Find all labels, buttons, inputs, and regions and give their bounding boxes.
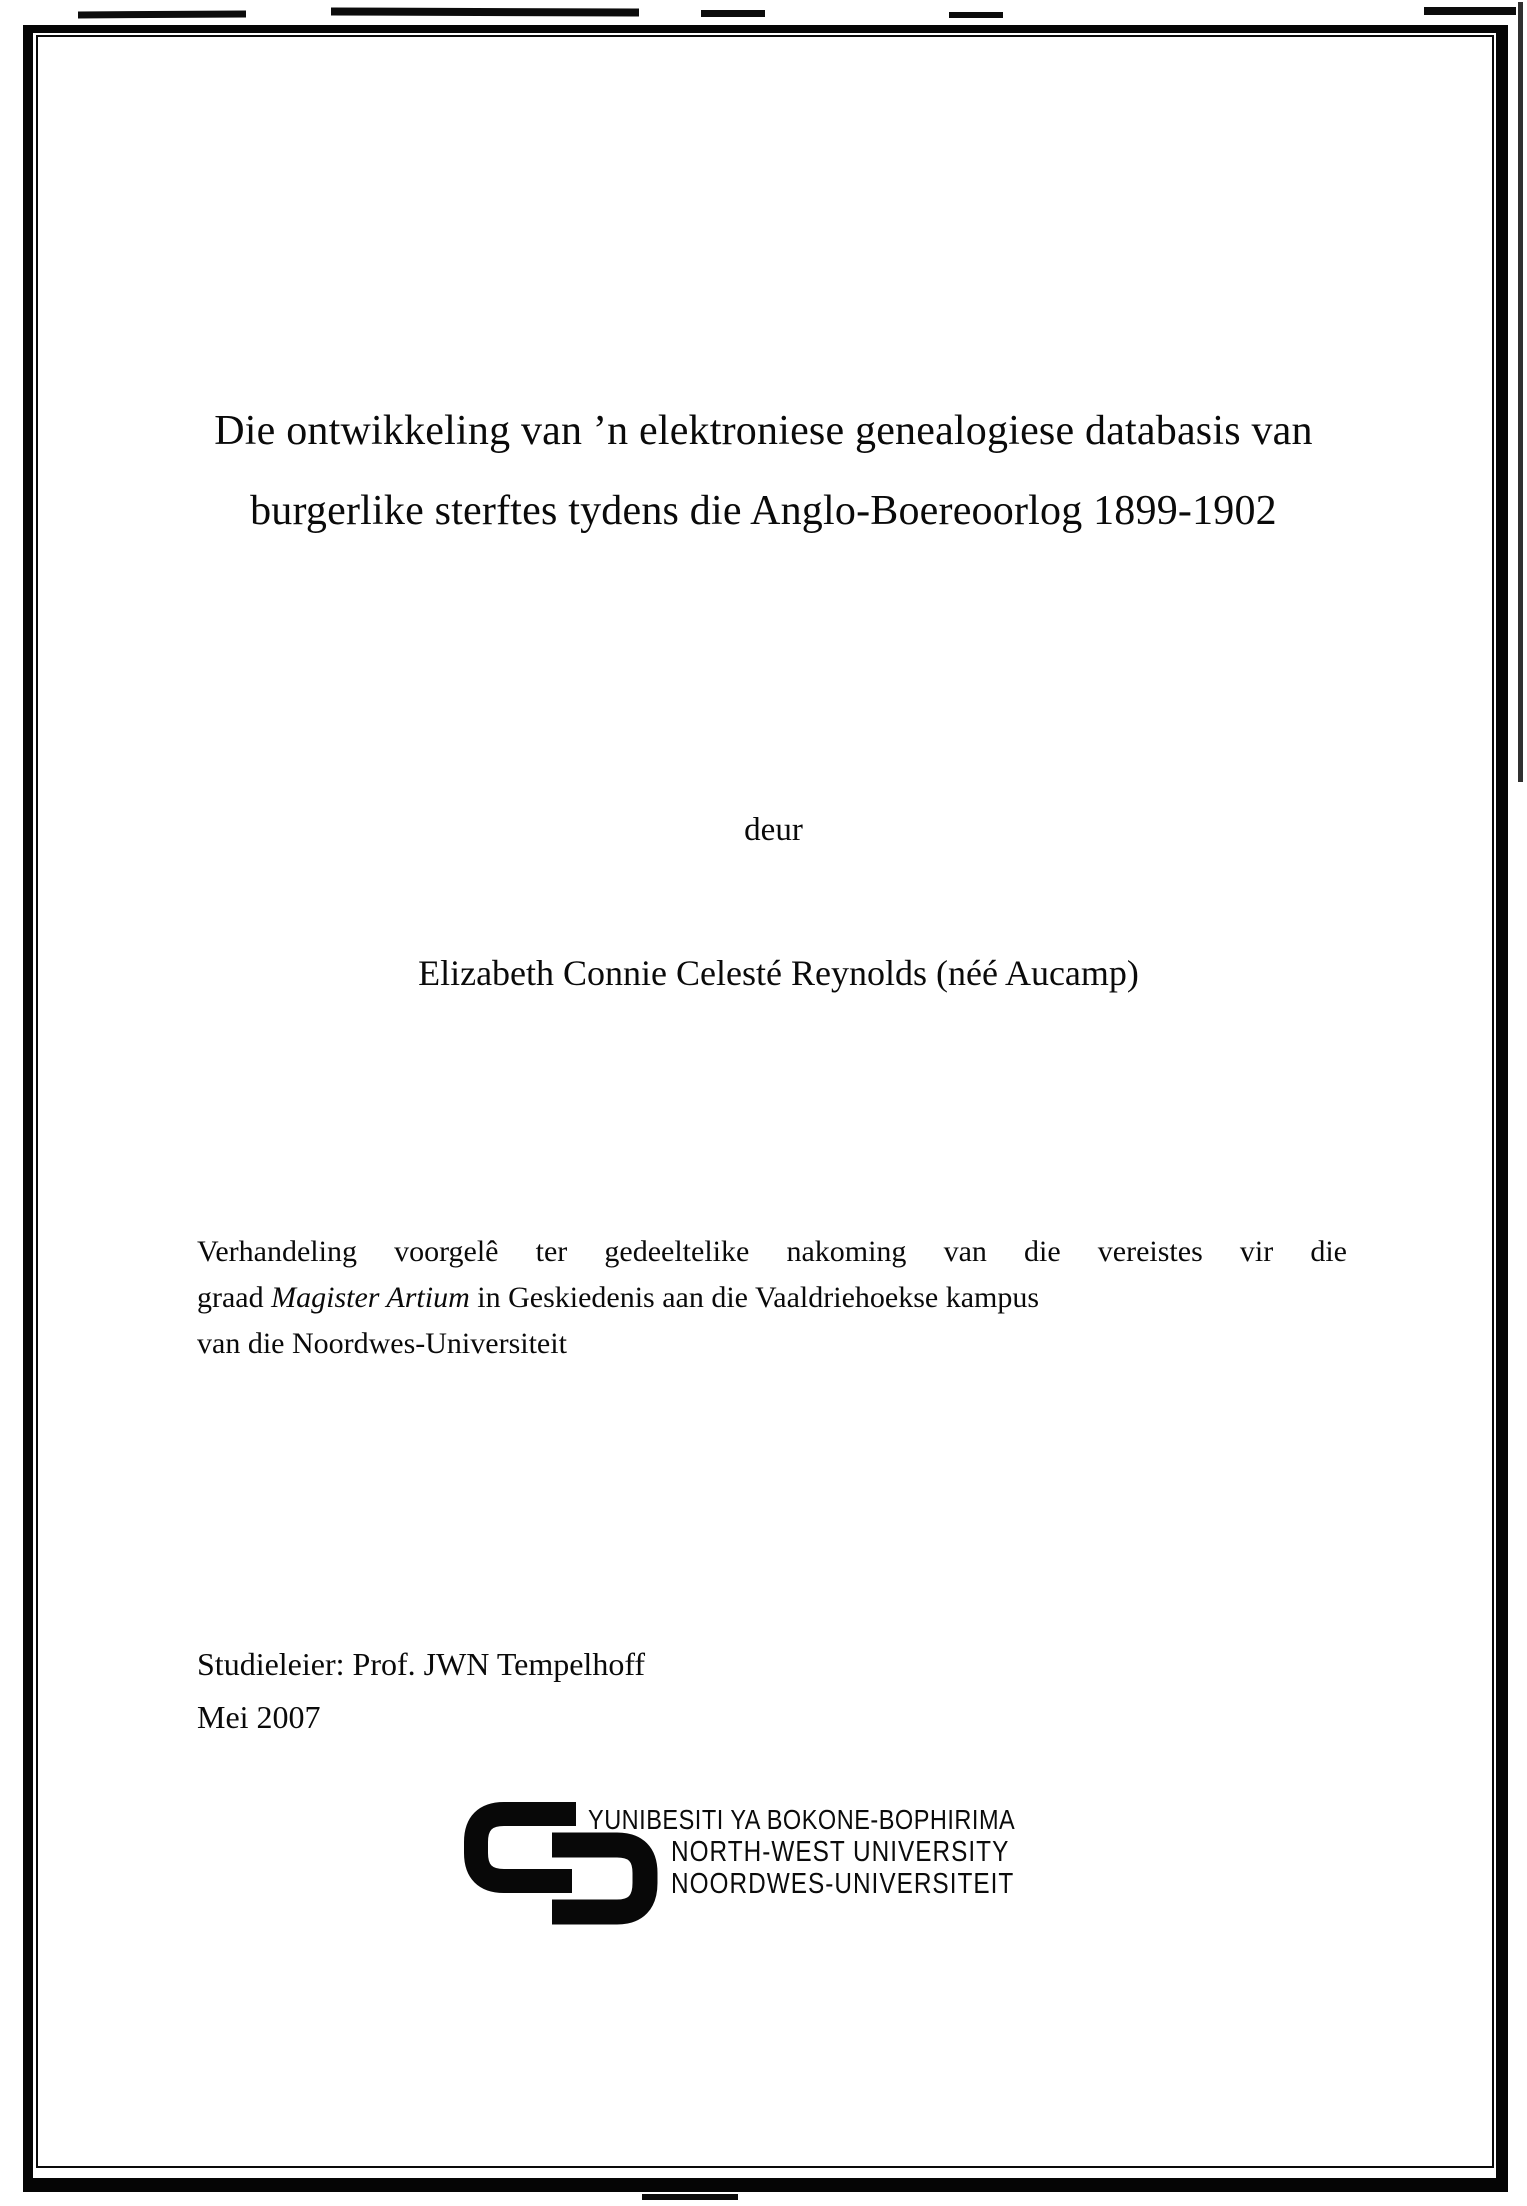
degree-statement-line2 (197, 1275, 1347, 1321)
degree-statement-line1: Verhandeling voorgelê ter gedeeltelike nakoming van die vereistes vir die (197, 1235, 1347, 1268)
thesis-title-line2: burgerlike sterftes tydens die Anglo-Boereoorlog 1899-1902 (250, 488, 1277, 534)
thesis-title (70, 391, 1457, 551)
supervisor-line: Studieleier: Prof. JWN Tempelhoff (197, 1646, 646, 1682)
degree-name: Magister Artium (271, 1281, 470, 1314)
logo-text-afrikaans: NOORDWES-UNIVERSITEIT (671, 1868, 1015, 1900)
date-line: Mei 2007 (197, 1699, 321, 1735)
logo-text-setswana: YUNIBESITI YA BOKONE-BOPHIRIMA (588, 1804, 1016, 1835)
scan-artifact (642, 2194, 738, 2200)
thesis-title-line1: Die ontwikkeling van ’n elektroniese genealogiese databasis van (214, 408, 1313, 454)
author-name: Elizabeth Connie Celesté Reynolds (néé Aucamp) (418, 953, 1139, 993)
logo-text-english: NORTH-WEST UNIVERSITY (671, 1836, 1010, 1868)
byline-label: deur (744, 812, 803, 848)
scan-artifact (949, 12, 1003, 18)
scan-artifact (331, 7, 639, 16)
degree-statement-line3: van die Noordwes-Universiteit (197, 1327, 567, 1360)
scan-artifact (701, 10, 765, 17)
scan-artifact (1518, 2, 1523, 782)
degree-statement (197, 1229, 1347, 1367)
degree-statement-line2-suffix: in Geskiedenis aan die Vaaldriehoekse kampus (469, 1281, 1040, 1314)
scan-artifact (78, 11, 246, 19)
university-logo (460, 1798, 1100, 1968)
scan-artifact (1424, 7, 1516, 15)
degree-statement-line2-prefix: graad (197, 1281, 272, 1314)
